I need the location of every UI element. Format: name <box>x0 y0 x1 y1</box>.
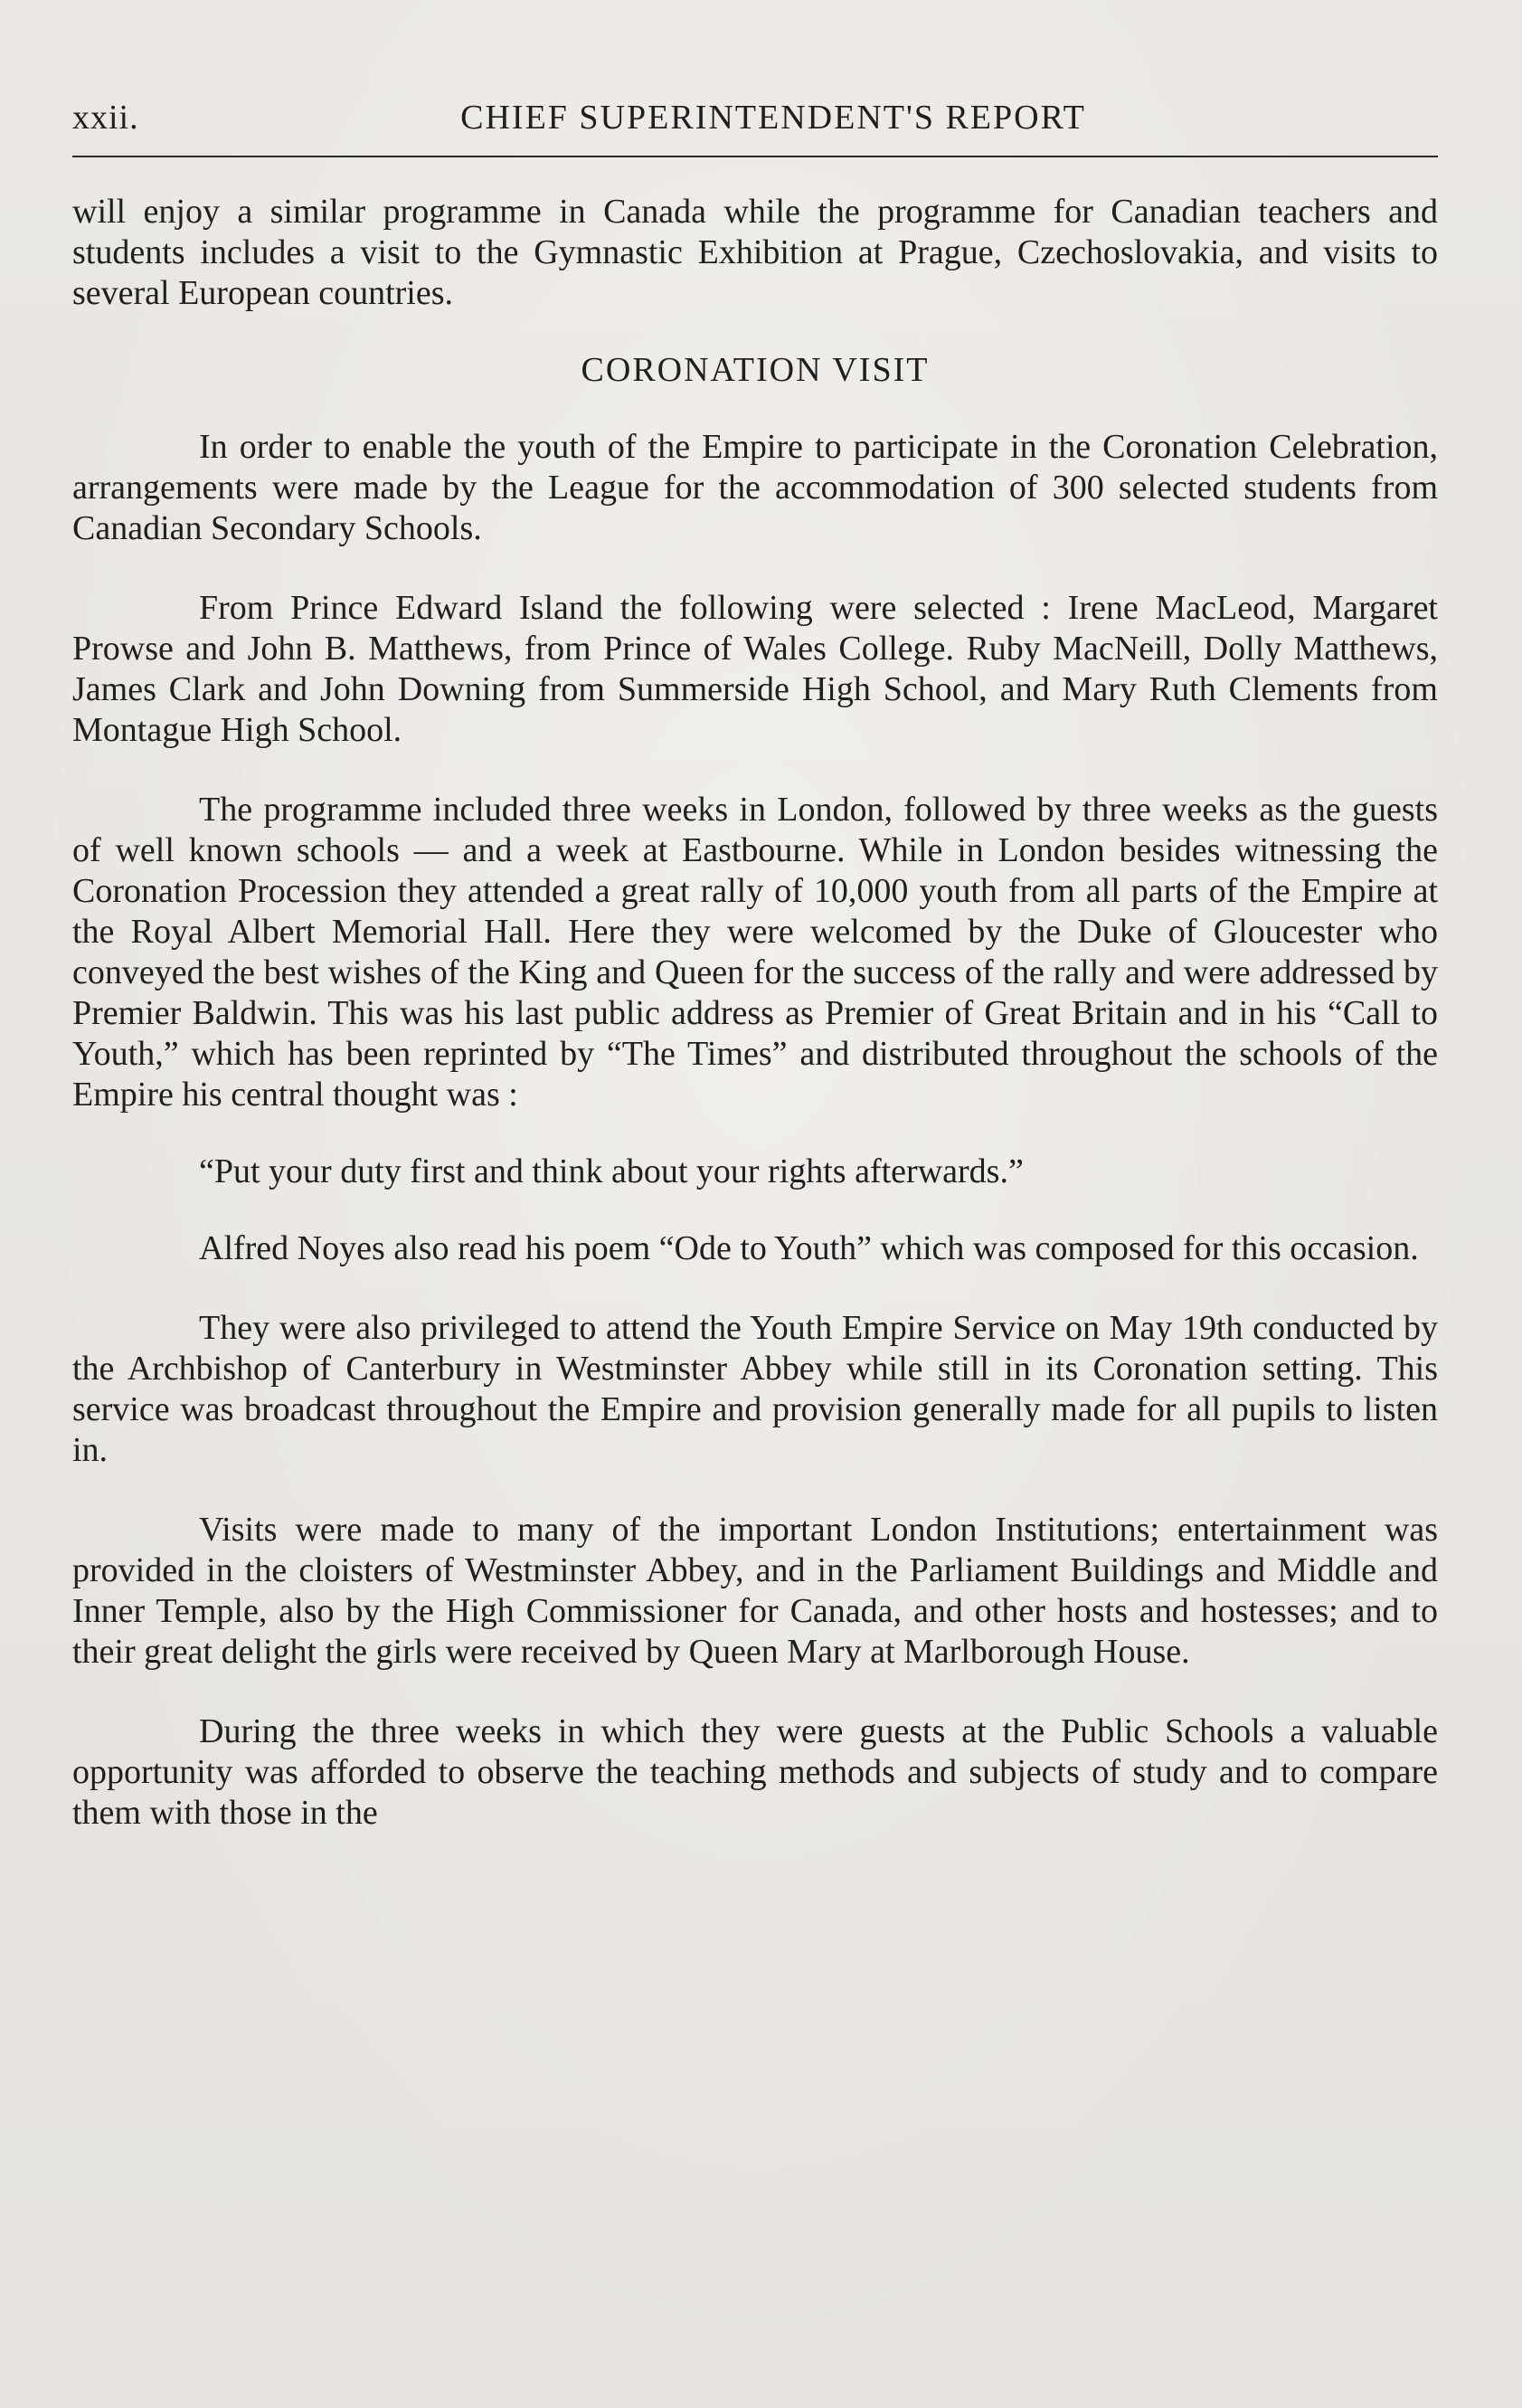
header-rule <box>72 156 1438 157</box>
paragraph-public-schools: During the three weeks in which they were guests at the Public Schools a valuable opportunity was afforded to observe the teaching methods and subjects of study and to compare them with those in the <box>72 1712 1438 1832</box>
body-text <box>72 192 1438 1834</box>
quote-duty-first: “Put your duty first and think about your rights afterwards.” <box>199 1152 1024 1190</box>
paragraph-empire-service: They were also privileged to attend the Youth Empire Service on May 19th conducted by the Archbishop of Canterbury in Westminster Abbey while still in its Coronation setting. This service was broadcast throughout the Empire and provision generally made for all pupils to listen in. <box>72 1309 1438 1469</box>
paragraph-visits: Visits were made to many of the important London Institutions; entertainment was provided in the cloisters of Westminster Abbey, and in the Parliament Buildings and Middle and Inner Temple, also by the High Commissioner for Canada, and other hosts and hostesses; and to their great delight the girls were received by Queen Mary at Marlborough House. <box>72 1511 1438 1671</box>
paragraph-selected-students: From Prince Edward Island the following were selected : Irene MacLeod, Margaret Prowse and John B. Matthews, from Prince of Wales College. Ruby MacNeill, Dolly Matthews, James Clark and John Downing from Summerside High School, and Mary Ruth Clements from Montague High School. <box>72 589 1438 749</box>
continuation-paragraph: will enjoy a similar programme in Canada while the programme for Canadian teachers and students includes a visit to the Gymnastic Exhibition at Prague, Czechoslovakia, and visits to several European countries. <box>72 193 1438 312</box>
section-heading: CORONATION VISIT <box>581 351 930 389</box>
page-number: xxii. <box>72 99 139 137</box>
paragraph-alfred-noyes: Alfred Noyes also read his poem “Ode to Youth” which was composed for this occasion. <box>199 1229 1419 1267</box>
paragraph-programme: The programme included three weeks in London, followed by three weeks as the guests of well known schools — and a week at Eastbourne. While in London besides witnessing the Coronation Procession they attended a great rally of 10,000 youth from all parts of the Empire at the Royal Albert Memorial Hall. Here they were welcomed by the Duke of Gloucester who conveyed the best wishes of the King and Queen for the success of the rally and were addressed by Premier Baldwin. This was his last public address as Premier of Great Britain and in his “Call to Youth,” which has been reprinted by “The Times” and distributed throughout the schools of the Empire his central thought was : <box>72 791 1438 1114</box>
paragraph-intro: In order to enable the youth of the Empire to participate in the Coronation Celebration, arrangements were made by the League for the accommodation of 300 selected students from Canadian Secondary Schools. <box>72 428 1438 547</box>
page-header <box>72 98 1438 152</box>
running-title: CHIEF SUPERINTENDENT'S REPORT <box>460 99 1086 137</box>
